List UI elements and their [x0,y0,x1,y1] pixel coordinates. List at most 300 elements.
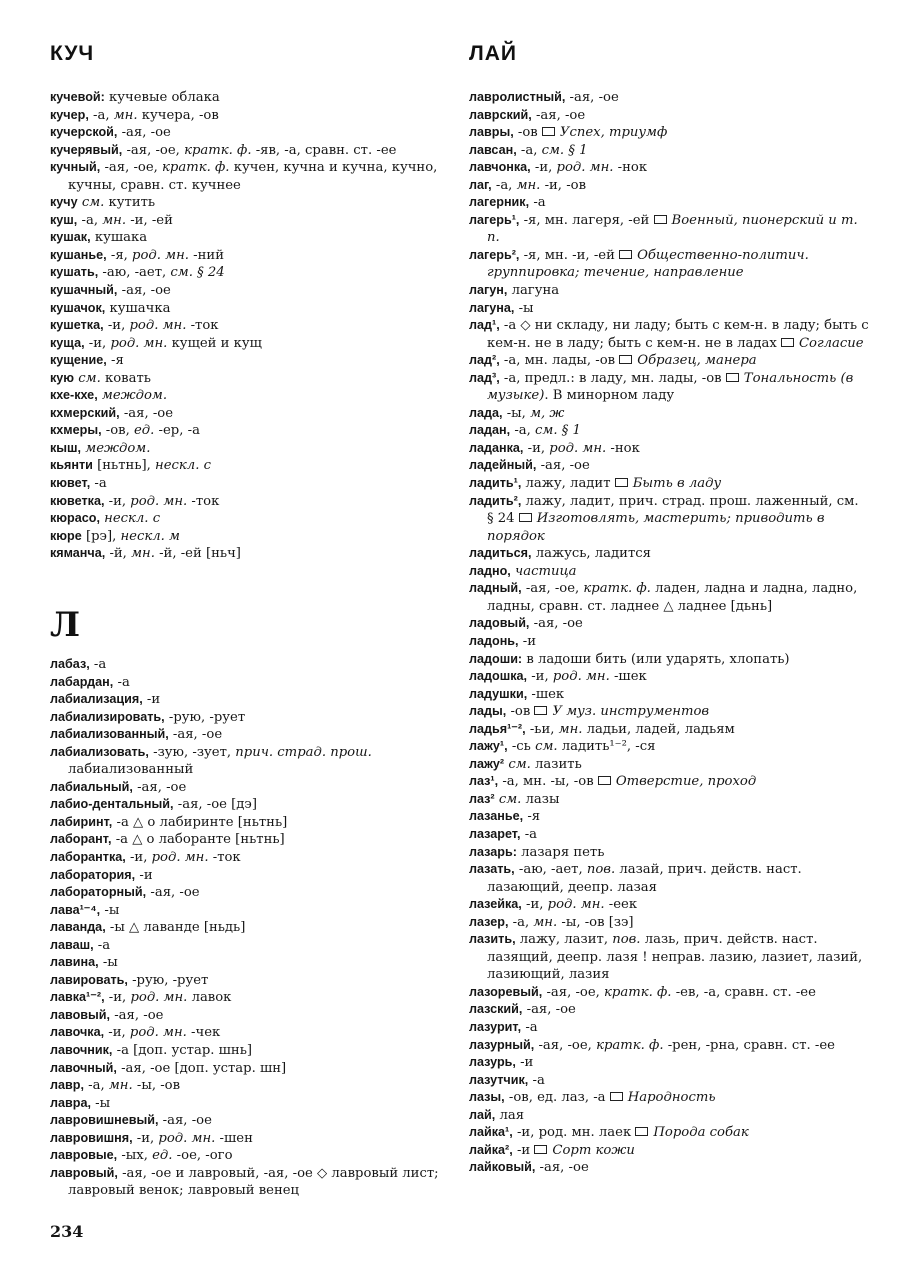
entry-tail: . В минорном ладу [544,388,675,404]
grammar-note: кратк. ф. [162,160,230,176]
entry-body: -ая, -ое, [126,142,185,158]
headword: лазский, [469,1002,523,1017]
grammar-note: см. [498,791,522,807]
entry-body: -ы [518,300,534,316]
headword: лаборантка, [50,850,126,865]
grammar-note: ед. [134,423,155,439]
dictionary-entry [50,989,450,1007]
headword: лавровишневый, [50,1113,159,1128]
headword: лаз¹, [469,774,499,789]
dictionary-entry [50,212,450,230]
entry-body: -и [139,867,153,883]
dictionary-entry [469,1054,869,1072]
headword: лазурь, [469,1055,516,1070]
entry-body: -и, [129,850,152,866]
grammar-note: пов. [612,932,641,948]
entry-body: -ы △ лаванде [ньдь] [109,920,246,936]
dictionary-entry [50,656,450,674]
headword: кюре [50,528,82,543]
headword: кювет, [50,476,91,491]
definition-note: Образец, манера [619,353,756,368]
dictionary-entry [50,493,450,511]
entry-body: -сь [511,739,536,755]
entry-body: -ов [517,125,542,141]
headword: лай, [469,1107,496,1122]
entry-body: -ая, -ое [539,1160,589,1176]
entry-body: -а, [495,177,517,193]
grammar-note: междом. [101,388,168,404]
entry-body: -и, [108,1025,130,1041]
dictionary-entry [50,1147,450,1165]
headword: лазать, [469,862,515,877]
grammar-note: междом. [85,440,151,456]
entry-body: -ы, [506,405,531,421]
dictionary-entry [50,142,450,160]
dictionary-entry [469,703,869,721]
entry-tail: -нок [606,440,640,456]
grammar-note: ед. [152,1148,173,1164]
headword: кучер, [50,107,89,122]
grammar-note: род. мн. [151,850,209,866]
entry-body: -и [516,1142,535,1158]
dictionary-entry [50,1130,450,1148]
entry-body: -а, [81,212,103,228]
headword: лабиальный, [50,779,133,794]
grammar-note: см. [81,195,105,211]
dictionary-entry [50,159,450,194]
entry-body: -и, [88,335,111,351]
grammar-note: пов. [586,862,616,878]
entry-body: лажу, ладит, прич. страд. прош. лаженный, см. § 24 [487,493,859,527]
entry-body: -ая, -ое [526,1002,576,1018]
dictionary-entry [50,674,450,692]
entry-body: -а [525,1019,538,1035]
entry-body: -а △ о лабиринте [ньтнь] [116,814,288,830]
entry-body: -а, [512,914,534,930]
dictionary-entry [469,405,869,423]
definition-note: Народность [610,1090,716,1105]
dictionary-entry [469,493,869,546]
dictionary-entry [50,902,450,920]
headword: кяманча, [50,546,106,561]
dictionary-entry [50,405,450,423]
headword: ладейный, [469,458,537,473]
headword: лаврский, [469,107,532,122]
dictionary-entry [469,563,869,581]
grammar-note: кратк. ф. [184,142,252,158]
headword: кучу [50,195,78,210]
entry-body: -я [527,809,541,825]
headword: лабораторный, [50,885,147,900]
headword: лайка², [469,1142,513,1157]
entry-body: [ньтнь], [97,458,156,474]
entry-body: -и, [531,669,553,685]
dictionary-entry [50,528,450,546]
dictionary-entry [469,826,869,844]
dictionary-entry [469,142,869,160]
dictionary-entry [50,370,450,388]
headword: лазейка, [469,897,522,912]
headword: лабиализация, [50,692,143,707]
entry-body: -и, [108,990,131,1006]
entry-body: -а △ о лаборанте [ньтнь] [115,832,285,848]
entry-body: -а, [514,423,536,439]
entry-body: -рую, -рует [132,972,209,988]
entry-tail: -ток [208,850,241,866]
dictionary-entry [50,1165,450,1200]
headword: кхмерский, [50,405,120,420]
definition-note: У муз. инструментов [534,704,709,719]
dictionary-entry [50,972,450,990]
grammar-note: род. мн. [110,335,168,351]
dictionary-entry [469,668,869,686]
entry-body: -ая, -ое [162,1113,212,1129]
right-guide-word: ЛАЙ [469,42,517,65]
headword: кхе-кхе, [50,388,98,403]
dictionary-entry [469,124,869,142]
entry-tail: -шен [215,1130,253,1146]
dictionary-entry [50,1007,450,1025]
headword: лада, [469,405,503,420]
dictionary-entry [469,896,869,914]
entry-body: -ая, -ое [121,283,171,299]
entry-body: -а [доп. устар. шнь] [116,1043,253,1059]
entry-body: лая [499,1107,525,1123]
grammar-note: нескл. с [104,511,161,527]
entry-body: -а [117,674,130,690]
headword: ладья¹⁻², [469,721,526,736]
entry-body: -ая, -ое [150,885,200,901]
definition-note: Согласие [781,336,864,351]
entry-body: лагуна [511,283,560,299]
entry-tail: -ы, -ов [132,1078,181,1094]
entry-body: -ая, -ое, [546,984,605,1000]
entry-body: -ая, -ое [114,1007,164,1023]
headword: лабио-дентальный, [50,797,174,812]
headword: лагун, [469,283,508,298]
dictionary-entry [469,475,869,493]
dictionary-entry [50,709,450,727]
dictionary-entry [469,633,869,651]
entry-tail: лазы [521,791,560,807]
entry-body: -я, мн. -и, -ей [523,247,620,263]
headword: лавина, [50,955,99,970]
entry-body: -ов, ед. лаз, -а [508,1090,610,1106]
entry-tail: лазить [530,756,582,772]
headword: лавочка, [50,1025,105,1040]
grammar-note: род. мн. [549,440,607,456]
headword: лавровый, [50,1165,118,1180]
headword: ладоши: [469,651,523,666]
entry-body: кучевые облака [109,90,220,105]
headword: лазоревый, [469,984,543,999]
headword: лазер, [469,914,509,929]
entry-body: -и, [107,318,130,334]
headword: лаванда, [50,920,106,935]
headword: кущение, [50,353,107,368]
headword: лабиализованный, [50,727,169,742]
dictionary-entry [50,422,450,440]
dictionary-entry [50,335,450,353]
headword: лавролистный, [469,90,566,104]
dictionary-entry [469,931,869,984]
dictionary-entry [469,1001,869,1019]
grammar-note: род. мн. [547,897,605,913]
entry-tail: -чек [186,1025,221,1041]
entry-tail: -и, -ей [126,212,173,228]
grammar-note: частица [515,563,577,579]
entry-body: -ая, -ое, [525,581,584,597]
headword: лавровишня, [50,1130,133,1145]
headword: ладонь, [469,633,519,648]
dictionary-entry [50,247,450,265]
dictionary-entry [50,691,450,709]
entry-tail: -й, -ей [ньч] [154,546,241,562]
dictionary-entry [50,849,450,867]
grammar-note: мн. [108,1078,133,1094]
headword: лад³, [469,370,500,385]
headword: лабаз, [50,657,90,671]
entry-tail: -и, -ов [540,177,587,193]
dictionary-entry [50,1095,450,1113]
entry-body: -ая, -ое [533,616,583,632]
dictionary-entry [469,282,869,300]
entry-body: лажусь, ладится [535,546,651,562]
headword: лавсан, [469,142,517,157]
headword: лайковый, [469,1160,536,1175]
entry-tail: кучен, кучна и кучна, кучно, кучны, сравн. ст. кучнее [68,160,438,193]
headword: кушанье, [50,247,107,262]
entry-tail: -рен, -рна, сравн. ст. -ее [663,1037,835,1053]
dictionary-entry [50,814,450,832]
dictionary-entry [469,194,869,212]
entry-body: -ых, [121,1148,153,1164]
dictionary-entry [469,791,869,809]
headword: лаг, [469,177,492,192]
dictionary-entry [469,651,869,669]
dictionary-entry [469,159,869,177]
grammar-note: см. [78,370,101,386]
dictionary-entry [469,1019,869,1037]
entry-body: -и, [136,1130,159,1146]
dictionary-entry [50,1112,450,1130]
entry-body: -а, мн. -ы, -ов [502,774,598,790]
headword: кушать, [50,265,99,280]
headword: лагерь¹, [469,212,520,227]
entry-tail: ладьи, ладей, ладьям [582,721,735,737]
grammar-note: см. § 24 [170,265,225,281]
headword: ладный, [469,581,522,596]
dictionary-entry [50,919,450,937]
entry-body: -а, [93,107,114,123]
entry-body: -аю, -ает, [518,862,587,878]
headword: лажу¹, [469,739,508,754]
grammar-note: см. § 1 [535,423,581,439]
left-guide-word: КУЧ [50,42,95,65]
entry-body: -а ◇ ни складу, ни ладу; быть с кем-н. в ладу; быть с кем-н. не в ладу; быть с кем-н. не в ладах [487,318,869,351]
headword: лавировать, [50,972,128,987]
headword: кьянти [50,458,93,473]
entry-tail: ковать [100,370,151,386]
headword: лавровые, [50,1148,118,1163]
dictionary-entry [469,861,869,896]
headword: лава¹⁻⁴, [50,902,101,917]
dictionary-entry [469,756,869,774]
headword: лавочник, [50,1043,113,1058]
entry-body: -а [532,1072,545,1088]
entry-body: -ая, -ое [535,107,586,123]
entry-body: -а, [88,1078,109,1094]
dictionary-entry [50,475,450,493]
entry-body: -и, [526,897,548,913]
entry-body: -ы [102,955,118,971]
headword: лавочный, [50,1060,117,1075]
dictionary-entry [50,264,450,282]
entry-tail: -ток [186,318,219,334]
headword: лазурный, [469,1037,535,1052]
entry-body: [рэ], [85,528,121,544]
dictionary-entry [50,440,450,458]
dictionary-entry [50,937,450,955]
grammar-note: мн. [558,721,583,737]
entry-body: лажу, ладит [525,476,615,492]
entry-body: -я, [110,247,133,263]
grammar-note: род. мн. [158,1130,216,1146]
headword: ладовый, [469,616,530,631]
headword: лавра, [50,1095,91,1110]
entry-body: кушачка [109,300,171,316]
entry-tail: -шек [609,669,647,685]
entry-body: лажу, лазит, [519,932,613,948]
definition-note: Изготовлять, мастерить; приводить в порядок [487,511,825,544]
headword: куш, [50,212,78,227]
dictionary-entry [469,914,869,932]
entry-body: -и [520,1055,534,1071]
entry-body: кушака [94,230,148,246]
dictionary-entry [50,229,450,247]
entry-tail: лазь, прич. действ. наст. лазящий, деепр. лазя ! неправ. лазию, лазиет, лазий, лазиющий, лазия [487,932,863,983]
definition-note: Быть в ладу [615,476,721,491]
left-column-bottom [50,656,450,1200]
dictionary-entry [50,1042,450,1060]
headword: кушачок, [50,300,106,315]
dictionary-entry [469,721,869,739]
grammar-note: род. мн. [130,493,188,509]
entry-body: -я, мн. лагеря, -ей [523,212,654,228]
headword: лазутчик, [469,1072,529,1087]
dictionary-entry [469,422,869,440]
headword: кучный, [50,160,101,175]
entry-body: -я [111,353,124,369]
dictionary-entry [469,686,869,704]
dictionary-entry [469,844,869,862]
dictionary-entry [469,615,869,633]
headword: лабардан, [50,674,114,689]
entry-tail: -ний [188,247,225,263]
headword: куща, [50,335,85,350]
headword: лад¹, [469,318,500,333]
dictionary-entry [469,247,869,282]
headword: лагерь², [469,247,520,262]
headword: ладушки, [469,686,528,701]
entry-body: -ая, -ое [доп. устар. шн] [121,1060,287,1076]
grammar-note: нескл. с [155,458,211,474]
entry-body: -ов [510,704,535,720]
entry-body: -ая, -ое [172,727,223,743]
entry-body: -ая, -ое и лавровый, -ая, -ое ◇ лавровый лист; лавровый венок; лавровый венец [68,1165,439,1199]
grammar-note: мн. [113,107,138,123]
headword: лады, [469,704,507,719]
definition-note: Общественно-политич. группировка; течение, направление [487,247,809,281]
dictionary-entry [469,177,869,195]
dictionary-entry [50,352,450,370]
grammar-note: см. [508,756,531,772]
entry-body: -ая, -ое [121,125,171,141]
grammar-note: мн. [102,212,127,228]
headword: ладить¹, [469,476,522,491]
dictionary-entry [469,1037,869,1055]
headword: лавры, [469,125,514,140]
dictionary-entry [469,1107,869,1125]
dictionary-entry [50,1060,450,1078]
entry-tail: лазай, прич. действ. наст. лазающий, деепр. лазая [487,862,802,895]
grammar-note: род. мн. [552,669,610,685]
dictionary-entry [469,984,869,1002]
entry-tail: -еек [604,897,638,913]
entry-body: -а [533,195,546,211]
entry-tail: ладить¹⁻², -ся [557,739,656,755]
headword: кыш, [50,440,82,455]
dictionary-entry [469,107,869,125]
headword: лазы, [469,1090,505,1105]
headword: лазурит, [469,1019,522,1034]
entry-body: -а, предл.: в ладу, мн. лады, -ов [503,370,726,386]
dictionary-entry [469,580,869,615]
headword: лагуна, [469,300,515,315]
dictionary-entry [469,738,869,756]
entry-tail: -ое, -ого [172,1148,233,1164]
headword: лазить, [469,932,516,947]
dictionary-entry [50,457,450,475]
dictionary-entry [469,440,869,458]
headword: лазанье, [469,809,524,824]
entry-body: в ладоши бить (или ударять, хлопать) [526,651,790,667]
grammar-note: кратк. ф. [583,581,651,597]
headword: лаз² [469,791,495,806]
page-number: 234 [50,1222,84,1241]
headword: лабиализовать, [50,744,149,759]
left-column-top [50,89,450,563]
definition-note: Отверстие, проход [598,774,756,789]
headword: лаборатория, [50,867,136,882]
entry-body: -ая, -ое [569,90,619,105]
headword: кушачный, [50,283,118,298]
entry-tail: ладен, ладна и ладна, ладно, ладны, сравн. ст. ладнее △ ладнее [дьнь] [487,581,858,614]
grammar-note: мн. [131,546,155,562]
dictionary-entry [50,726,450,744]
dictionary-entry [469,545,869,563]
headword: кую [50,370,75,385]
headword: ладить², [469,493,522,508]
headword: кюрасо, [50,511,100,526]
definition-note: Тональность (в музыке) [487,370,854,404]
headword: лавчонка, [469,160,531,175]
grammar-note: нескл. м [120,528,180,544]
entry-body: -ы [95,1095,111,1111]
entry-body: -и [146,692,161,708]
headword: лазарет, [469,826,521,841]
entry-body: -и, род. мн. лаек [516,1125,636,1141]
